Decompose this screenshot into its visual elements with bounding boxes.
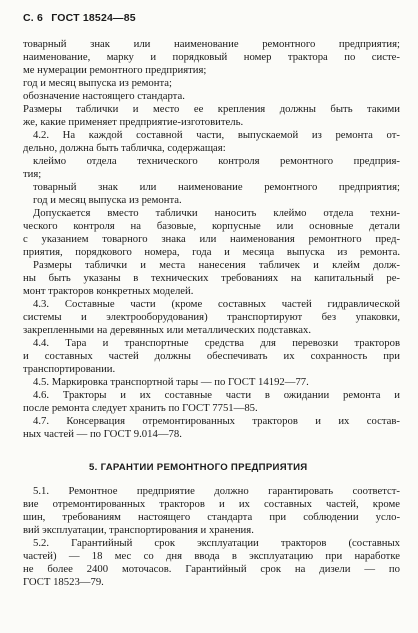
text-line: клеймо отдела технического контроля ремонтного предприя-: [33, 155, 400, 167]
text-line: товарный знак или наименование ремонтного предприятия;: [33, 181, 400, 193]
text-line: год и месяц выпуска из ремонта.: [33, 194, 182, 206]
text-line: с указанием товарного знака или наименования ремонтного пред-: [23, 233, 400, 245]
section-heading: 5. ГАРАНТИИ РЕМОНТНОГО ПРЕДПРИЯТИЯ: [89, 462, 308, 473]
text-line: ных частей — по ГОСТ 9.014—78.: [23, 428, 182, 440]
text-line: транспортировании.: [23, 363, 116, 375]
text-line: приятия, порядкового номера, года и месяца выпуска из ремонта.: [23, 246, 400, 258]
text-line: обозначение настоящего стандарта.: [23, 90, 185, 102]
text-line: системы и электрооборудования) транспортируют без упаковки,: [23, 311, 400, 323]
text-line: не более 2400 моточасов. Гарантийный срок на дизели — по: [23, 563, 400, 575]
text-line: ческого контроля на базовые, корпусные или основные детали: [23, 220, 400, 232]
text-line: товарный знак или наименование ремонтного предприятия;: [23, 38, 400, 50]
text-line: после ремонта следует хранить по ГОСТ 7751—85.: [23, 402, 258, 414]
text-line: Размеры таблички и место ее крепления должны быть такими: [23, 103, 400, 115]
text-line: Допускается вместо таблички наносить клеймо отдела техни-: [33, 207, 400, 219]
text-line: шин, требованиям настоящего стандарта при соблюдении усло-: [23, 511, 400, 523]
text-line: ны быть указаны в технических требованиях на капитальный ре-: [23, 272, 400, 284]
text-line: частей) — 18 мес со дня ввода в эксплуатацию при наработке: [23, 550, 400, 562]
text-line: 4.7. Консервация отремонтированных тракторов и их состав-: [33, 415, 400, 427]
text-line: закрепленными на деревянных или металлических подставках.: [23, 324, 312, 336]
text-line: и составных частей должны обеспечивать их сохранность при: [23, 350, 400, 362]
text-line: вие отремонтированных тракторов и их составных частей, кроме: [23, 498, 400, 510]
page-number: С. 6: [23, 12, 44, 24]
text-line: монт тракторов конкретных моделей.: [23, 285, 194, 297]
text-line: 4.5. Маркировка транспортной тары — по ГОСТ 14192—77.: [33, 376, 309, 388]
text-line: ме нумерации ремонтного предприятия;: [23, 64, 207, 76]
text-line: 5.2. Гарантийный срок эксплуатации тракторов (составных: [33, 537, 400, 549]
text-line: вий эксплуатации, транспортирования и хранения.: [23, 524, 254, 536]
text-line: 4.3. Составные части (кроме составных частей гидравлической: [33, 298, 400, 310]
text-line: дельно, должна быть табличка, содержащая:: [23, 142, 226, 154]
text-line: ГОСТ 18523—79.: [23, 576, 104, 588]
page-header: [23, 12, 136, 24]
text-line: же, какие применяет предприятие-изготовитель.: [23, 116, 244, 128]
text-line: наименование, марку и порядковый номер трактора по систе-: [23, 51, 400, 63]
text-line: 4.4. Тара и транспортные средства для перевозки тракторов: [33, 337, 400, 349]
text-line: 4.6. Тракторы и их составные части в ожидании ремонта и: [33, 389, 400, 401]
text-line: тия;: [23, 168, 42, 180]
text-line: Размеры таблички и места нанесения табличек и клейм долж-: [33, 259, 400, 271]
text-line: 5.1. Ремонтное предприятие должно гарантировать соответст-: [33, 485, 400, 497]
standard-designation: ГОСТ 18524—85: [51, 12, 136, 24]
text-line: 4.2. На каждой составной части, выпускаемой из ремонта от-: [33, 129, 400, 141]
text-line: год и месяц выпуска из ремонта;: [23, 77, 172, 89]
